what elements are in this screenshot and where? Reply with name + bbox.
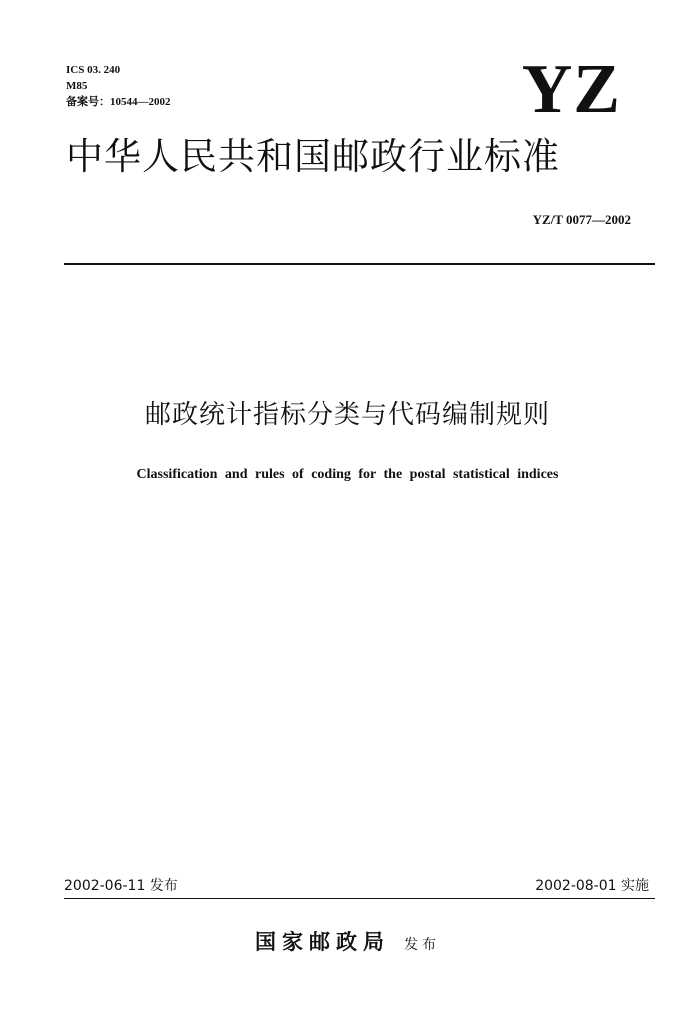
document-title-chinese: 邮政统计指标分类与代码编制规则: [144, 400, 550, 430]
top-divider: [64, 263, 655, 265]
classification-code: M85: [66, 80, 88, 92]
publisher-organization: 国家邮政局: [255, 929, 390, 954]
standard-banner: 中华人民共和国邮政行业标准: [66, 135, 560, 178]
issue-date: 2002-06-11 发布: [64, 878, 178, 894]
bottom-divider: [64, 898, 655, 899]
standard-number: YZ/T 0077—2002: [532, 212, 631, 227]
publisher-action: 发布: [404, 937, 440, 953]
standard-logo: YZ: [521, 51, 621, 128]
publisher-line: [0, 927, 695, 960]
record-number: 备案号：10544—2002: [66, 96, 171, 108]
ics-code: ICS 03. 240: [66, 64, 121, 76]
implementation-date: 2002-08-01 实施: [535, 878, 649, 894]
document-title-english: Classification and rules of coding for the postal statistical indices: [136, 467, 559, 482]
